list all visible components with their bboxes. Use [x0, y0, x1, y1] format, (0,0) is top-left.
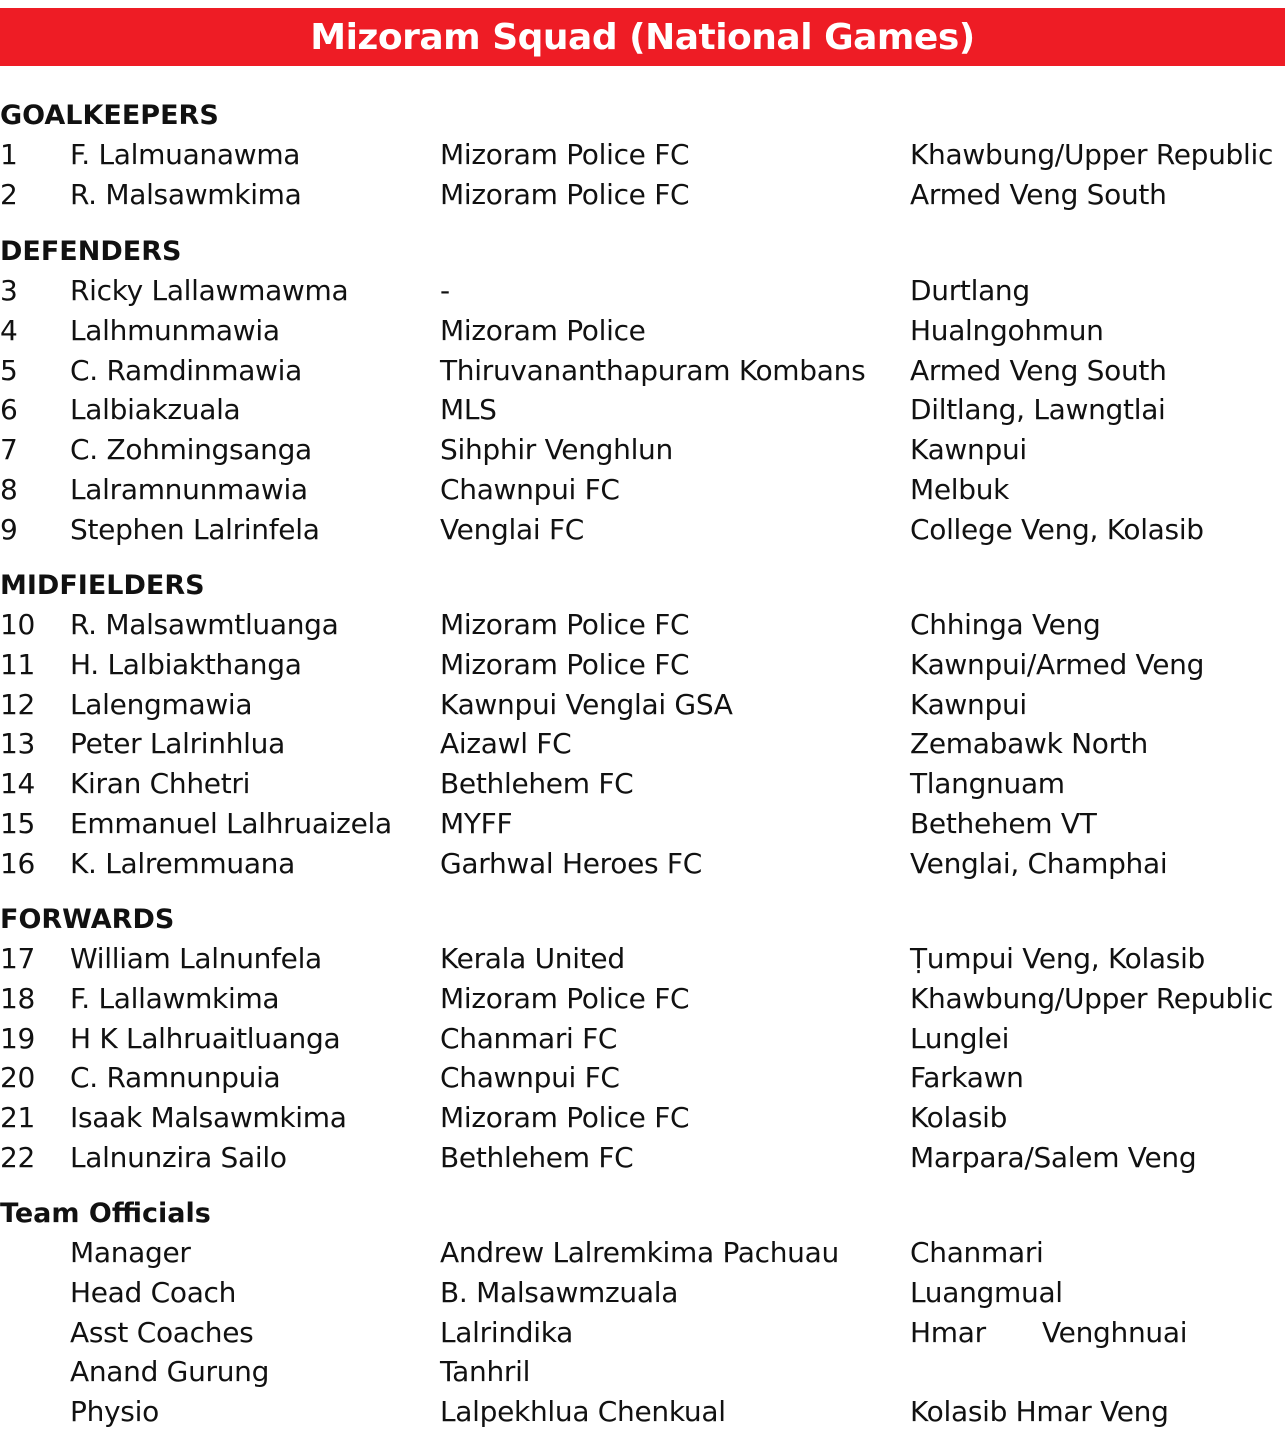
- player-club: Venglai FC: [440, 512, 585, 546]
- official-name: B. Malsawmzuala: [440, 1275, 679, 1309]
- player-number: 6: [0, 393, 18, 427]
- player-number: 14: [0, 767, 36, 801]
- player-row: [0, 311, 1285, 351]
- official-hometown: Luangmual: [910, 1275, 1063, 1309]
- player-name: H. Lalbiakthanga: [70, 647, 302, 681]
- player-number: 7: [0, 433, 18, 467]
- player-name: Lalengmawia: [70, 687, 253, 721]
- player-hometown: Kawnpui/Armed Veng: [910, 647, 1205, 681]
- player-hometown: Armed Veng South: [910, 177, 1167, 211]
- player-hometown: Kolasib: [910, 1101, 1008, 1135]
- player-hometown: Khawbung/Upper Republic: [910, 981, 1274, 1015]
- player-hometown: Farkawn: [910, 1061, 1024, 1095]
- player-club: Bethlehem FC: [440, 1141, 634, 1174]
- section-heading: GOALKEEPERS: [0, 100, 219, 131]
- player-row: [0, 390, 1285, 430]
- player-row: [0, 430, 1285, 470]
- player-number: 9: [0, 512, 18, 546]
- player-row: [0, 1138, 1285, 1178]
- player-number: 16: [0, 846, 36, 880]
- player-club: Chawnpui FC: [440, 473, 620, 506]
- player-number: 13: [0, 727, 36, 761]
- player-name: K. Lalremmuana: [70, 846, 295, 880]
- player-number: 19: [0, 1021, 36, 1055]
- official-role: Manager: [70, 1236, 191, 1269]
- page-title: Mizoram Squad (National Games): [310, 16, 975, 58]
- player-club: Thiruvananthapuram Kombans: [440, 353, 866, 387]
- official-hometown: Kolasib Hmar Veng: [910, 1395, 1169, 1429]
- player-hometown: Melbuk: [910, 473, 1010, 506]
- player-number: 10: [0, 608, 36, 641]
- player-row: [0, 351, 1285, 391]
- player-row: [0, 605, 1285, 645]
- section-heading: MIDFIELDERS: [0, 570, 205, 601]
- player-number: 3: [0, 274, 18, 307]
- player-row: [0, 844, 1285, 884]
- player-hometown: Lunglei: [910, 1021, 1010, 1055]
- player-row: [0, 1098, 1285, 1138]
- official-role: Asst Coaches: [70, 1315, 254, 1349]
- player-row: [0, 724, 1285, 764]
- player-number: 2: [0, 177, 18, 211]
- player-name: Emmanuel Lalhruaizela: [70, 807, 392, 840]
- official-row: [0, 1313, 1285, 1353]
- player-hometown: Diltlang, Lawngtlai: [910, 393, 1166, 427]
- player-club: Mizoram Police FC: [440, 1101, 690, 1135]
- player-row: [0, 1058, 1285, 1098]
- player-name: William Lalnunfela: [70, 942, 322, 975]
- player-club: Mizoram Police FC: [440, 138, 690, 171]
- officials-heading: Team Officials: [0, 1198, 211, 1229]
- player-hometown: Venglai, Champhai: [910, 846, 1168, 880]
- player-club: Garhwal Heroes FC: [440, 846, 702, 880]
- player-club: Mizoram Police FC: [440, 981, 690, 1015]
- official-hometown: Hmar: [910, 1315, 986, 1349]
- player-number: 20: [0, 1061, 36, 1095]
- player-hometown: Armed Veng South: [910, 353, 1167, 387]
- player-hometown: College Veng, Kolasib: [910, 512, 1204, 546]
- player-number: 4: [0, 313, 18, 347]
- player-name: H K Lalhruaitluanga: [70, 1021, 341, 1055]
- player-row: [0, 271, 1285, 311]
- player-number: 21: [0, 1101, 36, 1135]
- player-row: [0, 645, 1285, 685]
- player-name: R. Malsawmkima: [70, 177, 302, 211]
- player-club: Sihphir Venghlun: [440, 433, 673, 467]
- player-club: MYFF: [440, 807, 513, 840]
- player-club: Mizoram Police FC: [440, 608, 690, 641]
- player-number: 12: [0, 687, 36, 721]
- player-number: 5: [0, 353, 18, 387]
- player-row: [0, 939, 1285, 979]
- player-hometown: Ṭumpui Veng, Kolasib: [910, 942, 1206, 975]
- player-hometown: Zemabawk North: [910, 727, 1148, 761]
- official-hometown-2: Venghnuai: [1042, 1315, 1188, 1349]
- player-name: Kiran Chhetri: [70, 767, 251, 801]
- player-name: Stephen Lalrinfela: [70, 512, 320, 546]
- player-row: [0, 1019, 1285, 1059]
- player-hometown: Khawbung/Upper Republic: [910, 138, 1274, 171]
- player-hometown: Kawnpui: [910, 433, 1027, 467]
- player-hometown: Kawnpui: [910, 687, 1027, 721]
- player-club: -: [440, 274, 450, 307]
- player-name: Lalnunzira Sailo: [70, 1141, 287, 1174]
- official-name: Lalrindika: [440, 1315, 574, 1349]
- player-club: Kawnpui Venglai GSA: [440, 687, 733, 721]
- player-name: Isaak Malsawmkima: [70, 1101, 347, 1135]
- player-name: Lalhmunmawia: [70, 313, 280, 347]
- player-number: 11: [0, 647, 36, 681]
- player-club: Mizoram Police FC: [440, 647, 690, 681]
- title-banner: [0, 8, 1285, 66]
- player-hometown: Marpara/Salem Veng: [910, 1141, 1197, 1174]
- player-hometown: Hualngohmun: [910, 313, 1104, 347]
- player-club: Aizawl FC: [440, 727, 572, 761]
- player-club: Chawnpui FC: [440, 1061, 620, 1095]
- player-hometown: Tlangnuam: [910, 767, 1065, 801]
- player-number: 8: [0, 473, 18, 506]
- player-name: F. Lallawmkima: [70, 981, 280, 1015]
- player-row: [0, 979, 1285, 1019]
- player-hometown: Durtlang: [910, 274, 1030, 307]
- player-name: Lalbiakzuala: [70, 393, 241, 427]
- player-number: 17: [0, 942, 36, 975]
- player-name: C. Ramnunpuia: [70, 1061, 281, 1095]
- official-hometown: Chanmari: [910, 1236, 1044, 1269]
- official-row: [0, 1392, 1285, 1432]
- player-name: F. Lalmuanawma: [70, 138, 301, 171]
- player-number: 15: [0, 807, 36, 840]
- official-role: Head Coach: [70, 1275, 237, 1309]
- player-row: [0, 470, 1285, 510]
- player-name: R. Malsawmtluanga: [70, 608, 339, 641]
- player-club: Bethlehem FC: [440, 767, 634, 801]
- player-club: Kerala United: [440, 942, 625, 975]
- player-number: 1: [0, 138, 18, 171]
- player-club: Mizoram Police FC: [440, 177, 690, 211]
- player-row: [0, 685, 1285, 725]
- player-row: [0, 804, 1285, 844]
- player-row: [0, 510, 1285, 550]
- section-heading: DEFENDERS: [0, 236, 182, 267]
- player-number: 18: [0, 981, 36, 1015]
- player-name: C. Zohmingsanga: [70, 433, 312, 467]
- player-hometown: Bethehem VT: [910, 807, 1097, 840]
- player-name: C. Ramdinmawia: [70, 353, 302, 387]
- official-row: [0, 1233, 1285, 1273]
- official-name: Lalpekhlua Chenkual: [440, 1395, 726, 1429]
- player-name: Peter Lalrinhlua: [70, 727, 285, 761]
- player-row: [0, 175, 1285, 215]
- player-name: Ricky Lallawmawma: [70, 274, 349, 307]
- player-hometown: Chhinga Veng: [910, 608, 1101, 641]
- official-role: Anand Gurung: [70, 1355, 270, 1389]
- player-number: 22: [0, 1141, 36, 1174]
- official-role: Physio: [70, 1395, 159, 1429]
- player-club: Mizoram Police: [440, 313, 646, 347]
- player-club: MLS: [440, 393, 497, 427]
- official-name: Andrew Lalremkima Pachuau: [440, 1236, 839, 1269]
- player-name: Lalramnunmawia: [70, 473, 308, 506]
- player-club: Chanmari FC: [440, 1021, 618, 1055]
- player-row: [0, 135, 1285, 175]
- section-heading: FORWARDS: [0, 904, 175, 935]
- official-row: [0, 1273, 1285, 1313]
- official-name: Tanhril: [440, 1355, 531, 1389]
- official-row: [0, 1352, 1285, 1392]
- player-row: [0, 764, 1285, 804]
